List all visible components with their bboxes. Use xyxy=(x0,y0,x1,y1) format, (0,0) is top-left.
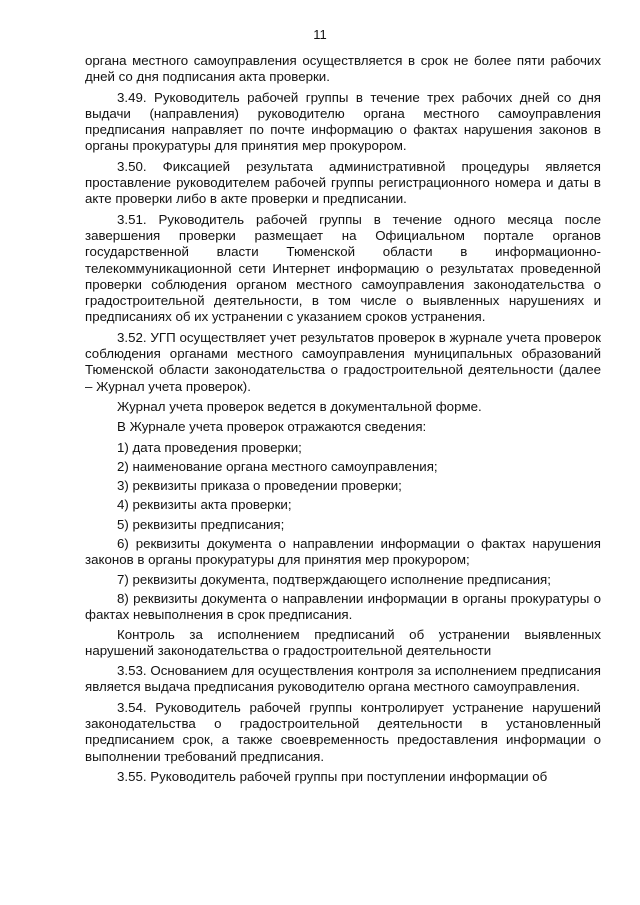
section-heading-control: Контроль за исполнением предписаний об устранении выявленных нарушений законодательства о градостроительной деятельности xyxy=(85,626,601,658)
paragraph-3-51: 3.51. Руководитель рабочей группы в течение одного месяца после завершения проверки размещает на Официальном портале органов государственной власти Тюменской области в информационно-телекоммуникационной сети Интернет информацию о результатах проведенной проверки соблюдения органом местного самоуправления законодательства о градостроительной деятельности, в том числе о выявленных нарушениях и предписаниях об их устранении с указанием сроков устранения. xyxy=(85,211,601,325)
list-item-6: 6) реквизиты документа о направлении информации о фактах нарушения законов в органы прокуратуры для принятия мер прокурором; xyxy=(85,536,601,568)
list-item-1: 1) дата проведения проверки; xyxy=(117,439,302,455)
list-item-5: 5) реквизиты предписания; xyxy=(117,516,285,532)
page-number: 11 xyxy=(313,27,327,42)
paragraph-3-50: 3.50. Фиксацией результата административной процедуры является проставление руководителем рабочей группы регистрационного номера и даты в акте проверки либо в акте проверки и предписании. xyxy=(85,158,601,207)
list-item-7: 7) реквизиты документа, подтверждающего исполнение предписания; xyxy=(117,571,551,587)
paragraph-3-55: 3.55. Руководитель рабочей группы при поступлении информации об xyxy=(117,768,548,784)
paragraph-journal-form: Журнал учета проверок ведется в документальной форме. xyxy=(117,398,482,414)
paragraph-3-52: 3.52. УГП осуществляет учет результатов проверок в журнале учета проверок соблюдения органами местного самоуправления муниципальных образований Тюменской области законодательства о градостроительной деятельности (далее – Журнал учета проверок). xyxy=(85,329,601,394)
paragraph-3-54: 3.54. Руководитель рабочей группы контролирует устранение нарушений законодательства о градостроительной деятельности в установленный предписанием срок, а также своевременность предоставления информации о выполнении требований предписания. xyxy=(85,699,601,764)
list-item-8: 8) реквизиты документа о направлении информации в органы прокуратуры о фактах невыполнения в срок предписания. xyxy=(85,590,601,623)
list-item-2: 2) наименование органа местного самоуправления; xyxy=(117,458,438,474)
list-item-4: 4) реквизиты акта проверки; xyxy=(117,497,292,513)
paragraph-journal-contents: В Журнале учета проверок отражаются сведения: xyxy=(117,419,427,435)
paragraph-continuation: органа местного самоуправления осуществляется в срок не более пяти рабочих дней со дня подписания акта проверки. xyxy=(85,53,601,85)
document-body xyxy=(85,53,601,789)
paragraph-3-53: 3.53. Основанием для осуществления контроля за исполнением предписания является выдача предписания руководителю органа местного самоуправления. xyxy=(85,663,601,695)
list-item-3: 3) реквизиты приказа о проведении проверки; xyxy=(117,478,402,494)
paragraph-3-49: 3.49. Руководитель рабочей группы в течение трех рабочих дней со дня выдачи (направления) руководителю органа местного самоуправления предписания направляет по почте информацию о фактах нарушения законов в органы прокуратуры для принятия мер прокурором. xyxy=(85,89,601,154)
